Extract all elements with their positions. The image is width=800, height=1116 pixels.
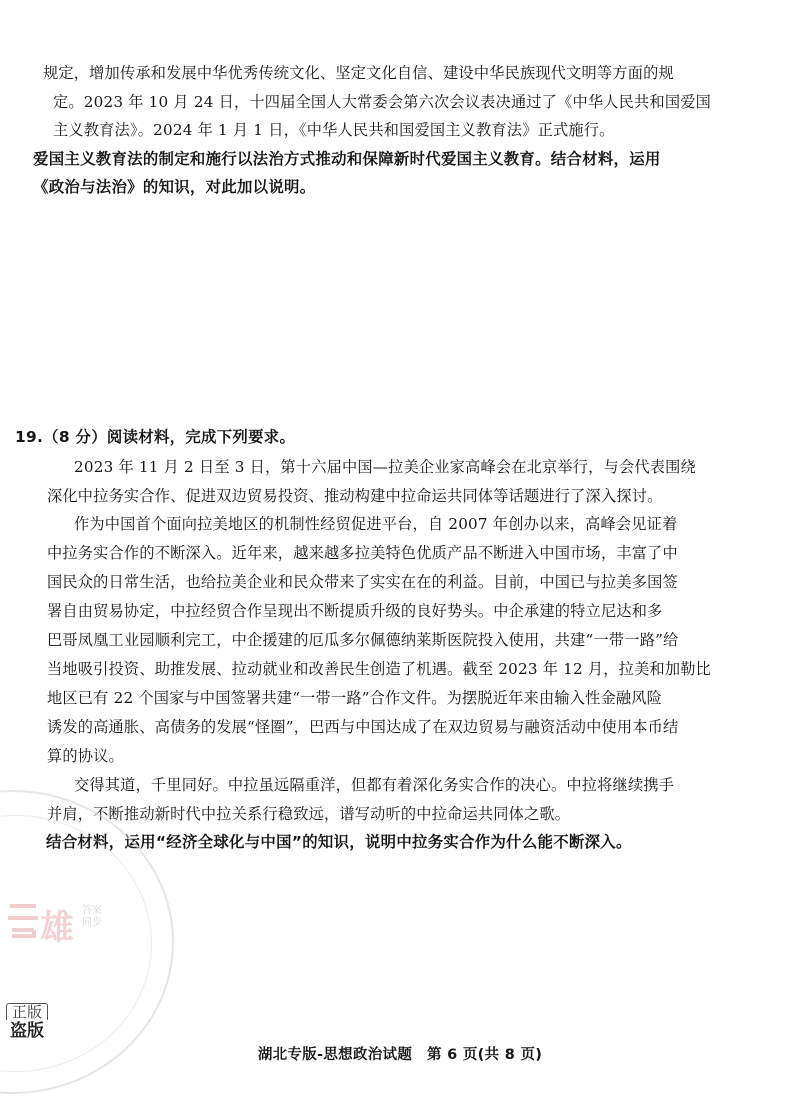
watermark-small-text: 答案 同步	[82, 905, 102, 928]
q19-para2-line-2: 中拉务实合作的不断深入。近年来，越来越多拉美特色优质产品不断进入中国市场，丰富了中	[47, 544, 678, 562]
watermark-logo	[6, 900, 72, 949]
q19-task: 结合材料，运用“经济全球化与中国”的知识，说明中拉务实合作为什么能不断深入。	[46, 833, 632, 851]
q19-para2-line-9: 算的协议。	[47, 747, 124, 765]
q19-header: 19.（8 分）阅读材料，完成下列要求。	[15, 428, 296, 446]
q19-para1-line-1: 2023 年 11 月 2 日至 3 日，第十六届中国—拉美企业家高峰会在北京举行，与会代表围绕	[74, 458, 696, 476]
q19-para3-line-1: 交得其道，千里同好。中拉虽远隔重洋，但都有着深化务实合作的决心。中拉将继续携手	[74, 776, 675, 794]
q19-para2-line-4: 署自由贸易协定，中拉经贸合作呈现出不断提质升级的良好势头。中企承建的特立尼达和多	[47, 602, 663, 620]
q18-line-3: 主义教育法》。2024 年 1 月 1 日，《中华人民共和国爱国主义教育法》正式施行。	[53, 121, 615, 139]
q19-para2-line-6: 当地吸引投资、助推发展、拉动就业和改善民生创造了机遇。截至 2023 年 12 月，拉美和加勒比	[47, 660, 712, 678]
q18-line-2: 定。2023 年 10 月 24 日，十四届全国人大常委会第六次会议表决通过了《中华人民共和国爱国	[53, 93, 711, 111]
q18-task-line-1: 爱国主义教育法的制定和施行以法治方式推动和保障新时代爱国主义教育。结合材料，运用	[33, 150, 661, 168]
q18-line-1: 规定，增加传承和发展中华优秀传统文化、坚定文化自信、建设中华民族现代文明等方面的规	[43, 64, 674, 82]
q19-para2-line-1: 作为中国首个面向拉美地区的机制性经贸促进平台，自 2007 年创办以来，高峰会见证着	[74, 515, 678, 533]
q19-para1-line-2: 深化中拉务实合作、促进双边贸易投资、推动构建中拉命运共同体等话题进行了深入探讨。	[47, 487, 663, 505]
q19-para3-line-2: 并肩，不断推动新时代中拉关系行稳致远，谱写动听的中拉命运共同体之歌。	[47, 805, 571, 823]
q19-para2-line-3: 国民众的日常生活，也给拉美企业和民众带来了实实在在的利益。目前，中国已与拉美多国签	[47, 573, 678, 591]
q19-para2-line-5: 巴哥凤凰工业园顺利完工，中企援建的厄瓜多尔佩德纳莱斯医院投入使用，共建“一带一路”给	[47, 631, 679, 649]
anti-piracy-badge	[2, 1003, 52, 1042]
watermark-logo-text: 雄	[40, 908, 72, 948]
q18-task-line-2: 《政治与法治》的知识，对此加以说明。	[33, 178, 316, 196]
q19-para2-line-7: 地区已有 22 个国家与中国签署共建“一带一路”合作文件。为摆脱近年来由输入性金融风险	[47, 689, 663, 707]
badge-bottom-text: 盗版	[10, 1021, 44, 1041]
q19-para2-line-8: 诱发的高通胀、高债务的发展“怪圈”，巴西与中国达成了在双边贸易与融资活动中使用本币结	[47, 718, 679, 736]
badge-top-text: 正版	[6, 1003, 48, 1020]
page-footer: 湖北专版-思想政治试题 第 6 页(共 8 页)	[257, 1047, 543, 1063]
